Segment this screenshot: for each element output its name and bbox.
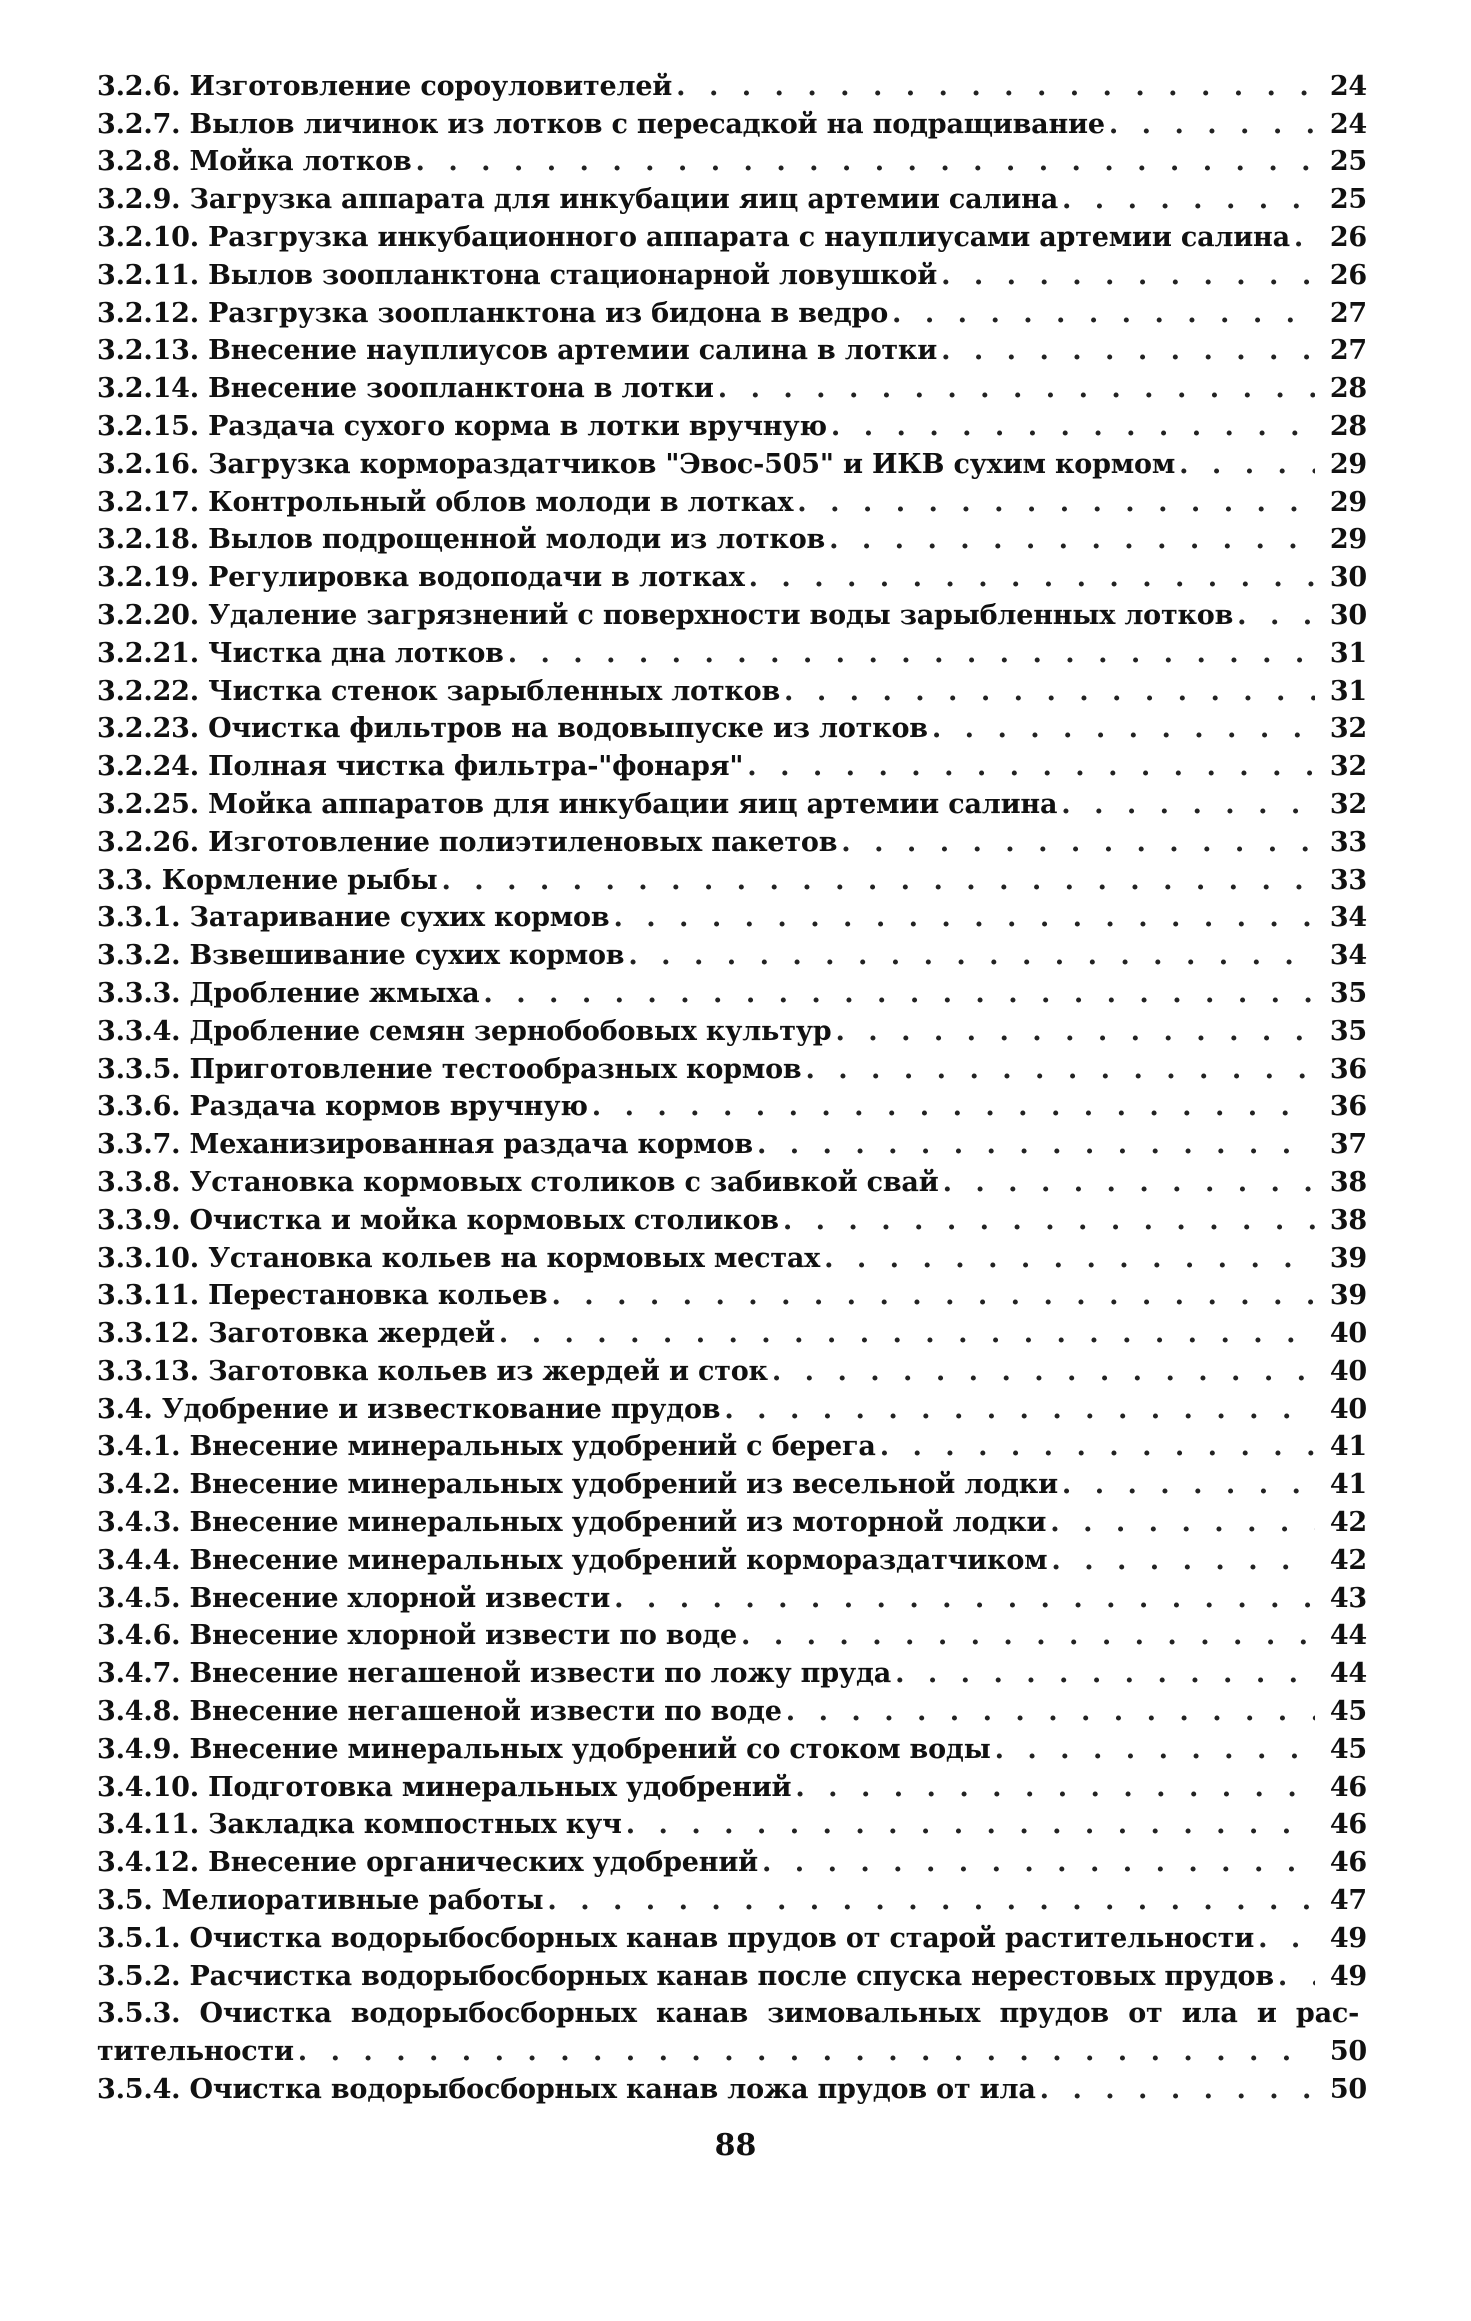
toc-entry-page: 39	[1329, 1242, 1367, 1274]
toc-entry-page: 32	[1329, 713, 1367, 745]
toc-entry	[97, 1309, 1367, 1350]
toc-entry	[97, 742, 1367, 783]
toc-entry	[97, 1838, 1367, 1879]
toc-entry	[97, 1763, 1367, 1801]
toc-entry-page: 41	[1329, 1431, 1367, 1463]
dot-leader	[783, 1207, 1315, 1234]
dot-leader	[941, 337, 1315, 364]
toc-entry-page: 33	[1329, 826, 1367, 858]
toc-entry-page: 40	[1329, 1393, 1367, 1425]
dot-leader	[1062, 186, 1315, 213]
toc-entry-title: 3.2.12. Разгрузка зоопланктона из бидона в ведро	[97, 297, 889, 329]
dot-leader	[795, 1774, 1315, 1801]
dot-leader	[614, 1585, 1315, 1612]
dot-leader	[772, 1358, 1315, 1385]
toc-entry	[97, 1460, 1367, 1501]
toc-entry-title: 3.2.19. Регулировка водоподачи в лотках	[97, 562, 745, 594]
toc-entry-page: 33	[1329, 864, 1367, 896]
toc-entry	[97, 1536, 1367, 1574]
dot-leader	[786, 1698, 1315, 1725]
dot-leader	[747, 753, 1315, 780]
toc-entry-page: 49	[1329, 1960, 1367, 1992]
toc-entry-page: 26	[1329, 259, 1367, 291]
toc-entry-title: 3.4.7. Внесение негашеной извести по ложу пруда	[97, 1658, 892, 1690]
toc-entry-title: 3.4.12. Внесение органических удобрений	[97, 1847, 758, 1879]
toc-entry	[97, 1272, 1367, 1310]
dot-leader	[626, 1811, 1315, 1838]
toc-entry	[97, 62, 1367, 100]
toc-entry	[97, 629, 1367, 667]
toc-entry-wrapped-line1	[97, 1990, 1367, 2028]
toc-entry	[97, 1725, 1367, 1763]
dot-leader	[551, 1282, 1315, 1309]
toc-entry	[97, 1007, 1367, 1045]
toc-entry-title: 3.2.8. Мойка лотков	[97, 146, 412, 178]
toc-entry-title: 3.3.3. Дробление жмыха	[97, 977, 480, 1009]
dot-leader	[613, 904, 1315, 931]
toc-entry-page: 25	[1329, 146, 1367, 178]
toc-entry-title: 3.3.10. Установка кольев на кормовых местах	[97, 1242, 821, 1274]
toc-entry	[97, 516, 1367, 554]
dot-leader	[749, 564, 1315, 591]
toc-entry-title: 3.3.12. Заготовка жердей	[97, 1318, 495, 1350]
toc-entry-title: 3.2.16. Загрузка кормораздатчиков "Эвос-505" и ИКВ сухим кормом	[97, 448, 1176, 480]
toc-entry-title: 3.3. Кормление рыбы	[97, 864, 438, 896]
toc-entry-title: 3.2.7. Вылов личинок из лотков с пересадкой на подращивание	[97, 108, 1105, 140]
dot-leader	[416, 148, 1315, 175]
toc-entry	[97, 931, 1367, 972]
toc-entry-title: 3.2.14. Внесение зоопланктона в лотки	[97, 373, 714, 405]
toc-entry-page: 46	[1329, 1809, 1367, 1841]
dot-leader	[628, 942, 1315, 969]
dot-leader	[724, 1396, 1315, 1423]
dot-leader	[932, 715, 1315, 742]
dot-leader	[1237, 602, 1315, 629]
toc-entry-page: 34	[1329, 940, 1367, 972]
toc-entry-page: 38	[1329, 1166, 1367, 1198]
toc-entry-title: 3.3.9. Очистка и мойка кормовых столиков	[97, 1204, 779, 1236]
dot-leader	[1179, 451, 1315, 478]
toc-entry-page: 29	[1329, 448, 1367, 480]
toc-entry	[97, 553, 1367, 594]
toc-entry-title: 3.2.13. Внесение науплиусов артемии салина в лотки	[97, 335, 938, 367]
toc-entry-page: 38	[1329, 1204, 1367, 1236]
toc-entry-title: 3.2.23. Очистка фильтров на водовыпуске из лотков	[97, 713, 928, 745]
toc-entry-page: 47	[1329, 1885, 1367, 1917]
dot-leader	[895, 1660, 1315, 1687]
toc-entry-title: 3.5.3. Очистка водорыбосборных канав зимовальных прудов от ила и рас-	[97, 1998, 1360, 2030]
toc-entry	[97, 100, 1367, 138]
toc-entry-title: 3.2.18. Вылов подрощенной молоди из лотков	[97, 524, 826, 556]
dot-leader	[1109, 111, 1315, 138]
toc-entry-page: 36	[1329, 1091, 1367, 1123]
toc-entry-page: 32	[1329, 751, 1367, 783]
toc-entry-title: 3.4.4. Внесение минеральных удобрений кормораздатчиком	[97, 1544, 1048, 1576]
dot-leader	[784, 678, 1315, 705]
dot-leader	[841, 829, 1315, 856]
toc-entry-page: 27	[1329, 297, 1367, 329]
toc-entry-page: 36	[1329, 1053, 1367, 1085]
toc-entry-title: 3.4. Удобрение и известкование прудов	[97, 1393, 721, 1425]
toc-entry-title: 3.4.11. Закладка компостных куч	[97, 1809, 622, 1841]
toc-entry-page: 44	[1329, 1658, 1367, 1690]
toc-entry-title: 3.3.6. Раздача кормов вручную	[97, 1091, 588, 1123]
dot-leader	[499, 1320, 1315, 1347]
toc-entry-page: 44	[1329, 1620, 1367, 1652]
dot-leader	[1040, 2076, 1315, 2103]
dot-leader	[757, 1131, 1315, 1158]
toc-entry-page: 25	[1329, 184, 1367, 216]
toc-entry-title: 3.3.11. Перестановка кольев	[97, 1280, 548, 1312]
toc-entry-title: 3.2.9. Загрузка аппарата для инкубации яиц артемии салина	[97, 184, 1058, 216]
dot-leader	[995, 1736, 1315, 1763]
dot-leader	[1062, 1471, 1315, 1498]
toc-entry-page: 35	[1329, 1015, 1367, 1047]
toc-entry-title: 3.3.13. Заготовка кольев из жердей и сток	[97, 1355, 768, 1387]
toc-entry-title: 3.4.10. Подготовка минеральных удобрений	[97, 1771, 792, 1803]
toc-entry	[97, 327, 1367, 365]
toc-entry-page: 32	[1329, 788, 1367, 820]
toc-entry	[97, 1120, 1367, 1161]
toc-entry-title: 3.2.20. Удаление загрязнений с поверхности воды зарыбленных лотков	[97, 599, 1234, 631]
toc-entry-title: 3.4.6. Внесение хлорной извести по воде	[97, 1620, 738, 1652]
toc-entry	[97, 2027, 1367, 2068]
toc-entry	[97, 440, 1367, 478]
toc-entry-page: 28	[1329, 373, 1367, 405]
toc-entry-page: 42	[1329, 1507, 1367, 1539]
dot-leader	[762, 1849, 1315, 1876]
toc-entry-page: 46	[1329, 1771, 1367, 1803]
toc-entry-title: 3.5.2. Расчистка водорыбосборных канав после спуска нерестовых прудов	[97, 1960, 1274, 1992]
toc-entry-title: 3.4.2. Внесение минеральных удобрений из весельной лодки	[97, 1469, 1058, 1501]
toc-entry-title: 3.5.4. Очистка водорыбосборных канав ложа прудов от ила	[97, 2074, 1036, 2106]
toc-entry-page: 43	[1329, 1582, 1367, 1614]
dot-leader	[1061, 791, 1315, 818]
toc-entry-page: 31	[1329, 675, 1367, 707]
toc-entry-page: 39	[1329, 1280, 1367, 1312]
toc-entry	[97, 1574, 1367, 1612]
toc-entry-title: 3.3.1. Затаривание сухих кормов	[97, 902, 610, 934]
toc-entry-page: 49	[1329, 1922, 1367, 1954]
toc-entry	[97, 402, 1367, 440]
toc-entry-title: 3.4.3. Внесение минеральных удобрений из моторной лодки	[97, 1507, 1047, 1539]
toc-entry	[97, 138, 1367, 176]
toc-entry-title: 3.2.15. Раздача сухого корма в лотки вручную	[97, 410, 827, 442]
toc-entry	[97, 705, 1367, 743]
toc-entry	[97, 1498, 1367, 1539]
toc-entry-page: 45	[1329, 1696, 1367, 1728]
toc-entry	[97, 1952, 1367, 1990]
toc-entry	[97, 1687, 1367, 1728]
toc-entry-page: 30	[1329, 562, 1367, 594]
toc-entry	[97, 856, 1367, 894]
toc-entry-title: 3.2.26. Изготовление полиэтиленовых пакетов	[97, 826, 838, 858]
dot-leader	[892, 300, 1315, 327]
dot-leader	[805, 1056, 1315, 1083]
toc-entry	[97, 2065, 1367, 2106]
toc-entry-page: 30	[1329, 599, 1367, 631]
toc-entry-page: 24	[1329, 108, 1367, 140]
toc-entry-title: 3.2.10. Разгрузка инкубационного аппарата с науплиусами артемии салина	[97, 221, 1290, 253]
toc-entry-page: 31	[1329, 637, 1367, 669]
toc-entry-title: 3.2.6. Изготовление сороуловителей	[97, 70, 673, 102]
toc-entry-title: 3.3.2. Взвешивание сухих кормов	[97, 940, 625, 972]
toc-entry	[97, 1876, 1367, 1917]
toc-entry-title: 3.2.24. Полная чистка фильтра-"фонаря"	[97, 751, 744, 783]
toc-entry-page: 24	[1329, 70, 1367, 102]
toc-entry	[97, 251, 1367, 289]
toc-entry-title: 3.4.1. Внесение минеральных удобрений с берега	[97, 1431, 876, 1463]
toc-entry-title: 3.5. Мелиоративные работы	[97, 1885, 544, 1917]
toc-entry-title: 3.2.22. Чистка стенок зарыбленных лотков	[97, 675, 781, 707]
dot-leader	[298, 2038, 1315, 2065]
toc-entry-title: 3.3.5. Приготовление тестообразных кормов	[97, 1053, 802, 1085]
toc-entry	[97, 213, 1367, 251]
toc-entry	[97, 175, 1367, 216]
toc-entry	[97, 1649, 1367, 1690]
toc-entry	[97, 1045, 1367, 1083]
toc-entry-page: 50	[1329, 2074, 1367, 2106]
toc-entry	[97, 1423, 1367, 1461]
toc-entry	[97, 1234, 1367, 1272]
toc-entry	[97, 1914, 1367, 1952]
dot-leader	[824, 1245, 1315, 1272]
dot-leader	[880, 1433, 1315, 1460]
toc-entry	[97, 969, 1367, 1007]
dot-leader	[829, 526, 1315, 553]
toc-entry-title: 3.4.9. Внесение минеральных удобрений со стоком воды	[97, 1733, 991, 1765]
dot-leader	[831, 413, 1315, 440]
dot-leader	[1294, 224, 1315, 251]
toc-entry-title: 3.2.11. Вылов зоопланктона стационарной ловушкой	[97, 259, 938, 291]
dot-leader	[1258, 1925, 1315, 1952]
dot-leader	[592, 1093, 1315, 1120]
toc-entry-page: 40	[1329, 1355, 1367, 1387]
toc-entry	[97, 1801, 1367, 1839]
toc-entry-page: 26	[1329, 221, 1367, 253]
toc-entry-page: 29	[1329, 524, 1367, 556]
toc-entry-title: тительности	[97, 2036, 294, 2068]
toc-entry-title: 3.4.8. Внесение негашеной извести по воде	[97, 1696, 782, 1728]
toc-entry	[97, 894, 1367, 932]
toc-entry-page: 42	[1329, 1544, 1367, 1576]
toc-entry-page: 37	[1329, 1129, 1367, 1161]
dot-leader	[441, 867, 1315, 894]
toc-entry-title: 3.2.17. Контрольный облов молоди в лотках	[97, 486, 794, 518]
toc-entry-page: 45	[1329, 1733, 1367, 1765]
toc-entry	[97, 818, 1367, 856]
page-number: 88	[714, 2128, 757, 2163]
toc-entry-page: 27	[1329, 335, 1367, 367]
toc-entry	[97, 364, 1367, 405]
dot-leader	[741, 1622, 1315, 1649]
table-of-contents	[97, 62, 1367, 2106]
dot-leader	[835, 1018, 1315, 1045]
dot-leader	[941, 262, 1315, 289]
dot-leader	[1050, 1509, 1315, 1536]
toc-entry-page: 35	[1329, 977, 1367, 1009]
dot-leader	[483, 980, 1315, 1007]
dot-leader	[943, 1169, 1315, 1196]
toc-entry	[97, 478, 1367, 516]
dot-leader	[797, 489, 1315, 516]
toc-entry	[97, 1347, 1367, 1385]
toc-entry-page: 40	[1329, 1318, 1367, 1350]
toc-entry-title: 3.3.4. Дробление семян зернобобовых культур	[97, 1015, 832, 1047]
dot-leader	[718, 375, 1315, 402]
toc-entry-title: 3.2.21. Чистка дна лотков	[97, 637, 504, 669]
toc-entry	[97, 780, 1367, 818]
toc-entry-title: 3.3.7. Механизированная раздача кормов	[97, 1129, 753, 1161]
toc-entry-page: 29	[1329, 486, 1367, 518]
toc-entry	[97, 289, 1367, 327]
dot-leader	[547, 1887, 1315, 1914]
toc-entry	[97, 667, 1367, 705]
toc-entry-title: 3.5.1. Очистка водорыбосборных канав прудов от старой растительности	[97, 1922, 1255, 1954]
toc-entry-page: 28	[1329, 410, 1367, 442]
dot-leader	[1051, 1547, 1315, 1574]
toc-entry	[97, 591, 1367, 629]
dot-leader	[508, 640, 1315, 667]
toc-entry	[97, 1385, 1367, 1423]
toc-entry	[97, 1158, 1367, 1196]
toc-entry-page: 41	[1329, 1469, 1367, 1501]
toc-entry	[97, 1083, 1367, 1121]
toc-entry-page: 50	[1329, 2036, 1367, 2068]
toc-entry-page: 34	[1329, 902, 1367, 934]
dot-leader	[1278, 1963, 1315, 1990]
toc-entry-title: 3.3.8. Установка кормовых столиков с забивкой свай	[97, 1166, 939, 1198]
toc-entry-title: 3.4.5. Внесение хлорной извести	[97, 1582, 611, 1614]
dot-leader	[676, 73, 1315, 100]
toc-entry-page: 46	[1329, 1847, 1367, 1879]
toc-entry	[97, 1196, 1367, 1234]
toc-entry	[97, 1612, 1367, 1650]
toc-entry-title: 3.2.25. Мойка аппаратов для инкубации яиц артемии салина	[97, 788, 1058, 820]
